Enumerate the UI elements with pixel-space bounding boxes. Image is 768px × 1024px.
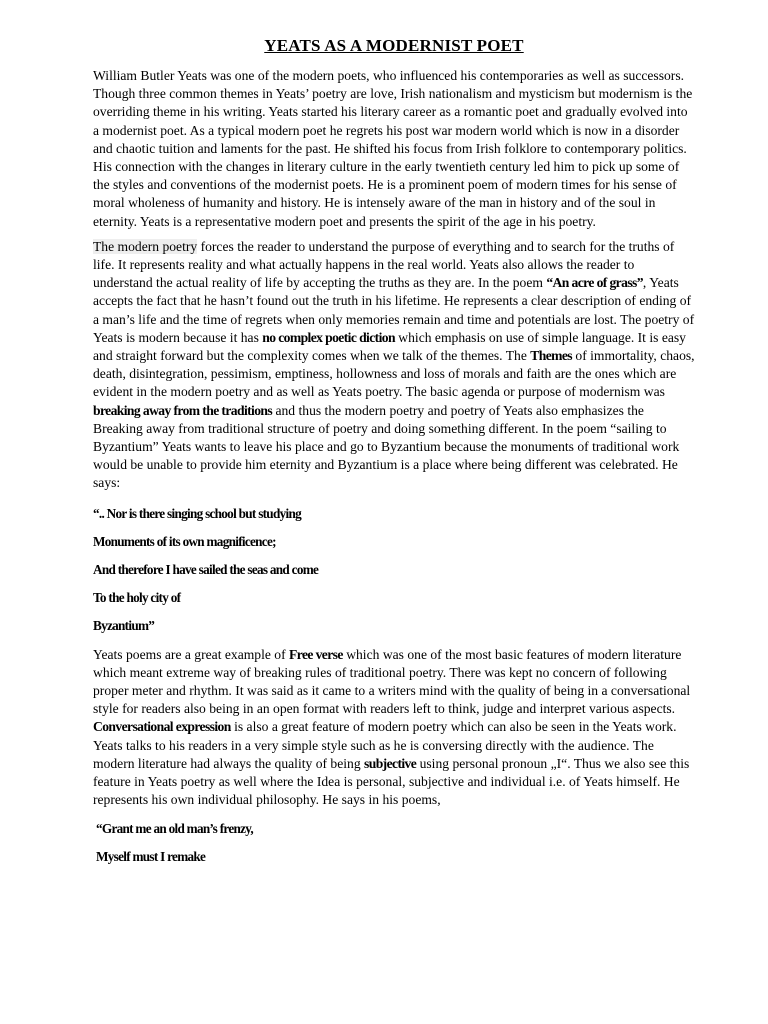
paragraph-text: which was one of the most basic features of modern literature which meant extreme way of breaking rules of traditional poetry. There was kept no concern of following proper meter and rhythm. It was said as it came to a writers mind with the quality of being in a conversational style for readers also being in an open format with readers left to think, judge and interpret various aspects.	[93, 646, 691, 717]
paragraph-text: and thus the modern poetry and poetry of Yeats also emphasizes the Breaking away from traditional structure of poetry and doing something different. In the poem “sailing to Byzantium” Yeats wants to leave his place and go to Byzantium because the monuments of traditional work would be unable to provide him eternity and Byzantium is a place where being different was celebrated. He says:	[93, 402, 680, 491]
paragraph-modern-poetry	[93, 238, 695, 493]
quote-line: Myself must I remake	[96, 848, 206, 864]
paragraph-text: which emphasis on use of simple language. It is easy and straight forward but the complexity comes when we talk of the themes. The	[93, 329, 686, 364]
paragraph-free-verse	[93, 646, 695, 810]
bold-term: breaking away from the traditions	[93, 402, 273, 418]
page-title: YEATS AS A MODERNIST POET	[264, 36, 524, 55]
quote-line: “.. Nor is there singing school but studying	[93, 505, 301, 521]
quote-line: Byzantium”	[93, 617, 155, 633]
paragraph-text: Yeats poems are a great example of	[93, 646, 290, 662]
quote-line: Monuments of its own magnificence;	[93, 533, 276, 549]
bold-term: subjective	[364, 755, 417, 771]
paragraph-text: , Yeats accepts the fact that he hasn’t found out the truth in his lifetime. He represents a clear description of ending of a man’s life and the time of regrets when only memories remain and time and potentials are lost. The poetry of Yeats is modern because it has	[93, 275, 695, 345]
quote-line: And therefore I have sailed the seas and come	[93, 561, 319, 577]
quote-line: “Grant me an old man’s frenzy,	[96, 820, 254, 836]
quote-line: To the holy city of	[93, 589, 181, 605]
paragraph-text: using personal pronoun „I“. Thus we also see this feature in Yeats poetry as well where the Idea is personal, subjective and individual i.e. of Yeats himself. He represents his own individual philosophy. He says in his poems,	[93, 755, 690, 808]
bold-term: no complex poetic diction	[262, 329, 395, 345]
bold-term: Themes	[530, 348, 572, 364]
bold-term: Free verse	[289, 646, 343, 662]
paragraph-text: is also a great feature of modern poetry which can also be seen in the Yeats work. Yeats talks to his readers in a very simple style such as he is conversing directly with the audience. The modern literature had always the quality of being	[93, 719, 677, 771]
paragraph-text: forces the reader to understand the purpose of everything and to search for the truths of life. It represents reality and what actually happens in the real world. Yeats also allows the reader to understand the actual reality of life by accepting the truths as they are. In the poem	[93, 238, 675, 291]
paragraph-intro: William Butler Yeats was one of the modern poets, who influenced his contemporaries as well as successors. Though three common themes in Yeats’ poetry are love, Irish nationalism and mysticism but modernism is the overriding theme in his writing. Yeats started his literary career as a romantic poet and gradually evolved into a modernist poet. As a typical modern poet he regrets his post war modern world which is now in a disorder and chaotic tuition and laments for the past. He shifted his focus from Irish folklore to contemporary politics. His connection with the changes in literary culture in the early twentieth century led him to pick up some of the styles and conventions of the modernist poets. He is a prominent poem of modern times for his sense of moral wholeness of humanity and history. He is intensely aware of the man in history and of the soul in eternity. Yeats is a representative modern poet and presents the spirit of the age in his poetry.	[93, 68, 693, 229]
bold-term: Conversational expression	[93, 719, 231, 735]
quote-block-byzantium	[93, 506, 695, 634]
bold-poem-title: “An acre of grass”	[546, 275, 643, 291]
quote-block-grant-me	[93, 821, 695, 865]
highlighted-text: The modern poetry	[93, 238, 198, 254]
paragraph-text: of immortality, chaos, death, disintegration, pessimism, emptiness, hollowness and loss of morals and faith are the ones which are evident in the modern poetry and as well as Yeats poetry. The basic agenda or purpose of modernism was	[93, 348, 695, 400]
